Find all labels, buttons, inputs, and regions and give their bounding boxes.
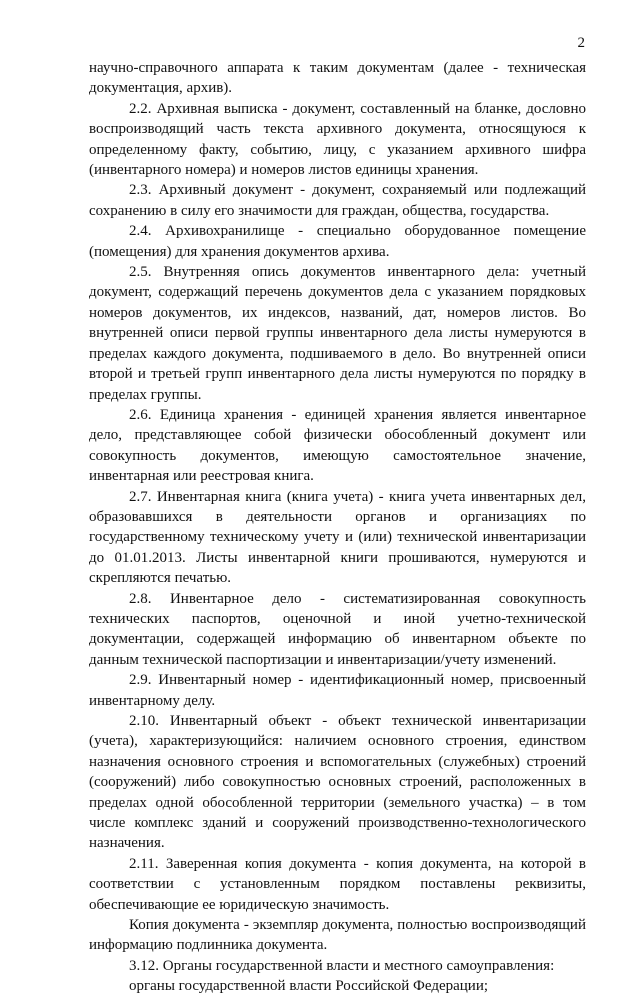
paragraph-2-2-archival-extract: 2.2. Архивная выписка - документ, составленный на бланке, дословно воспроизводящий часть текста архивного документа, относящуюся к определенному факту, событию, лицу, с указанием архивного шифра (инвентарного номера) и номеров листов единицы хранения. [89,100,586,179]
paragraph-3-12-authorities: 3.12. Органы государственной власти и местного самоуправления: [129,957,555,974]
paragraph-2-3-archival-document: 2.3. Архивный документ - документ, сохраняемый или подлежащий сохранению в силу его значимости для граждан, общества, государства. [89,182,586,219]
paragraph-federal-authorities: органы государственной власти Российской Федерации; [129,978,489,995]
paragraph-2-9-inventory-number: 2.9. Инвентарный номер - идентификационный номер, присвоенный инвентарному делу. [89,672,586,709]
paragraph-2-8-inventory-file: 2.8. Инвентарное дело - систематизированная совокупность технических паспортов, оценочной и иной учетно-технической документации, содержащей информацию об инвентарном объекте по данным технической паспортизации и инвентаризации/учету изменений. [89,590,586,668]
paragraph-2-10-inventory-object: 2.10. Инвентарный объект - объект технической инвентаризации (учета), характеризующийся: наличием основного строения, единством назначения основного строения и вспомогательных (служебных) строений (сооружений) либо совокупностью основных строений, расположенных в пределах одной обособленной территории (земельного участка) – в том числе комплекс зданий и сооружений производственно-технологического назначения. [89,713,586,852]
paragraph-2-5-internal-inventory: 2.5. Внутренняя опись документов инвентарного дела: учетный документ, содержащий перечень документов дела с указанием порядковых номеров документов, их индексов, названий, дат, номеров листов. Во внутренней описи первой группы инвентарного дела листы нумеруются в пределах каждого документа, подшиваемого в дело. Во внутренней описи второй и третьей групп инвентарного дела листы нумеруются по порядку в пределах группы. [89,264,586,403]
paragraph-2-7-inventory-book: 2.7. Инвентарная книга (книга учета) - книга учета инвентарных дел, образовавшихся в деятельности органов и организациях по государственному техническому учету и (или) технической инвентаризации до 01.01.2013. Листы инвентарной книги прошиваются, нумеруются и скрепляются печатью. [89,488,586,587]
paragraph-document-copy: Копия документа - экземпляр документа, полностью воспроизводящий информацию подлинника документа. [89,917,586,954]
paragraph-2-11-certified-copy: 2.11. Заверенная копия документа - копия документа, на которой в соответствии с установленным порядком поставлены реквизиты, обеспечивающие ее юридическую значимость. [89,855,586,913]
page-number: 2 [577,35,585,51]
paragraph-intro-continuation: научно-справочного аппарата к таким документам (далее - техническая документация, архив). [89,60,586,97]
document-body [89,58,586,997]
paragraph-2-4-archive-storage: 2.4. Архивохранилище - специально оборудованное помещение (помещения) для хранения документов архива. [89,223,586,260]
paragraph-2-6-storage-unit: 2.6. Единица хранения - единицей хранения является инвентарное дело, представляющее собой физически обособленный документ или совокупность документов, имеющую самостоятельное значение, инвентарная или реестровая книга. [89,406,586,485]
